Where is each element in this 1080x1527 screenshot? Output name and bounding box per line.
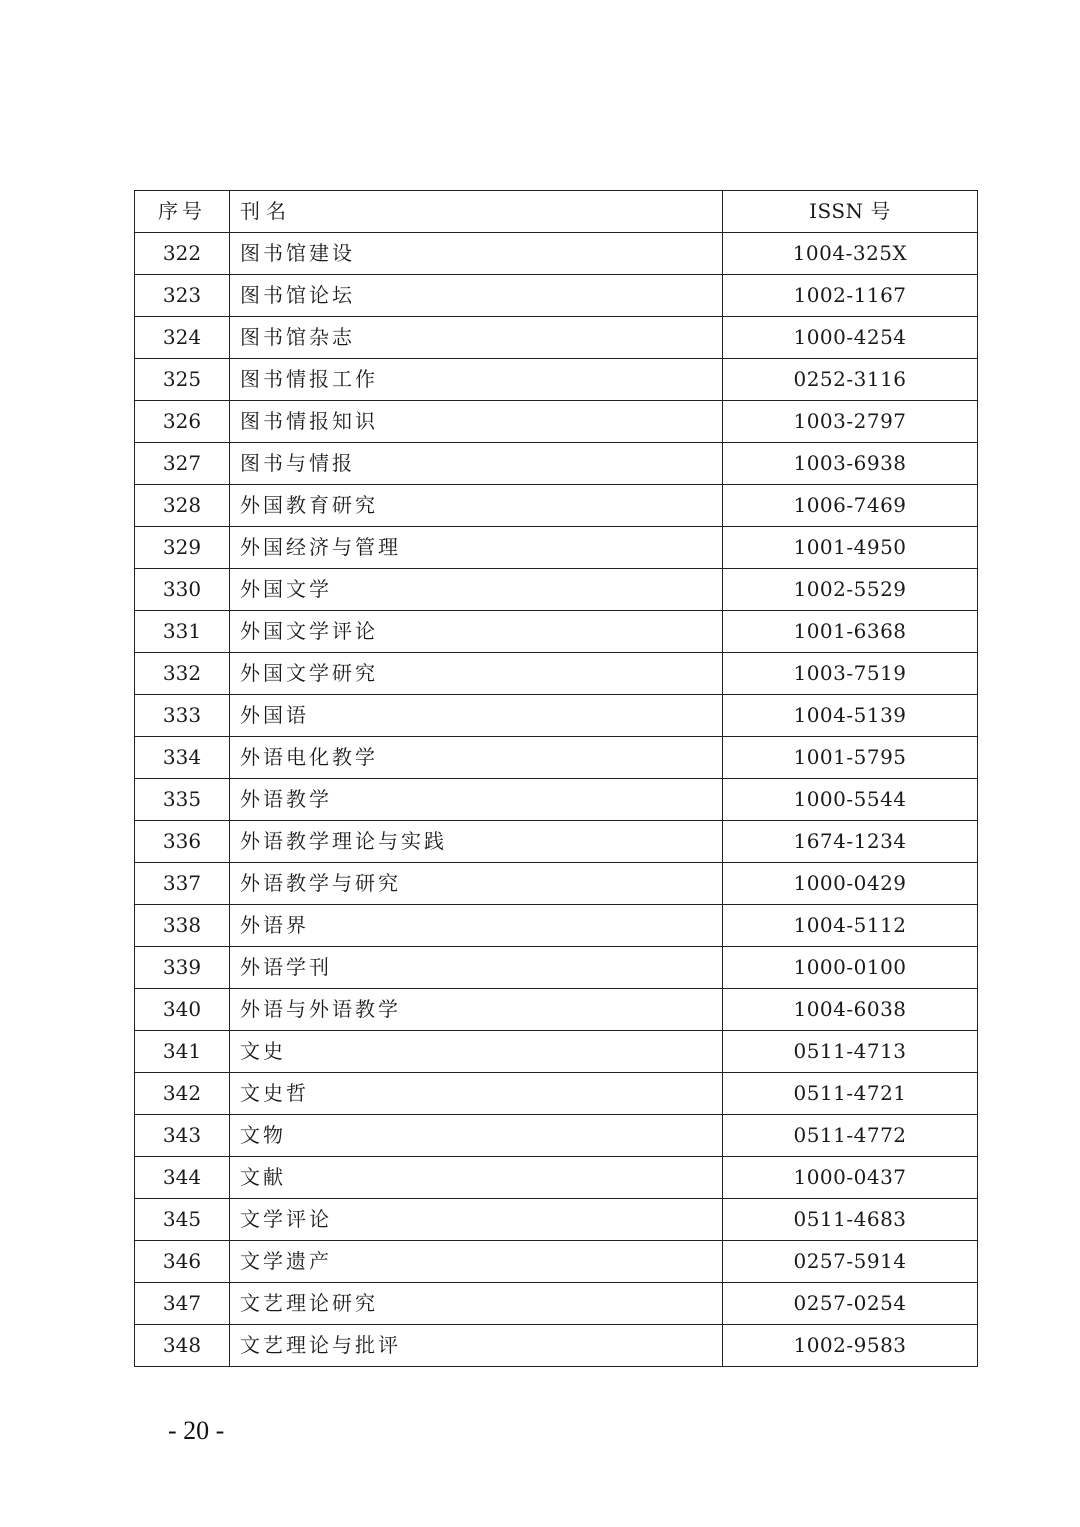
journal-name-cell: 文物 bbox=[230, 1115, 723, 1157]
issn-cell: 0257-5914 bbox=[723, 1241, 978, 1283]
seq-cell: 339 bbox=[135, 947, 230, 989]
seq-cell: 337 bbox=[135, 863, 230, 905]
issn-cell: 0511-4713 bbox=[723, 1031, 978, 1073]
journal-name-cell: 外语学刊 bbox=[230, 947, 723, 989]
table-row bbox=[135, 359, 978, 401]
seq-cell: 325 bbox=[135, 359, 230, 401]
issn-cell: 1000-0437 bbox=[723, 1157, 978, 1199]
issn-cell: 0257-0254 bbox=[723, 1283, 978, 1325]
issn-cell: 1002-5529 bbox=[723, 569, 978, 611]
journal-name-cell: 图书馆建设 bbox=[230, 233, 723, 275]
journal-name-cell: 文学评论 bbox=[230, 1199, 723, 1241]
journal-name-cell: 图书馆论坛 bbox=[230, 275, 723, 317]
seq-cell: 346 bbox=[135, 1241, 230, 1283]
journal-name-cell: 外语教学理论与实践 bbox=[230, 821, 723, 863]
issn-cell: 0252-3116 bbox=[723, 359, 978, 401]
table-header-row bbox=[135, 191, 978, 233]
seq-cell: 329 bbox=[135, 527, 230, 569]
journal-name-cell: 图书与情报 bbox=[230, 443, 723, 485]
table-row bbox=[135, 779, 978, 821]
table-row bbox=[135, 1283, 978, 1325]
table-row bbox=[135, 317, 978, 359]
seq-cell: 342 bbox=[135, 1073, 230, 1115]
page-number: - 20 - bbox=[168, 1416, 225, 1445]
seq-cell: 348 bbox=[135, 1325, 230, 1367]
table-row bbox=[135, 737, 978, 779]
seq-cell: 332 bbox=[135, 653, 230, 695]
table-row bbox=[135, 1325, 978, 1367]
header-issn: ISSN 号 bbox=[723, 191, 978, 233]
issn-cell: 0511-4721 bbox=[723, 1073, 978, 1115]
seq-cell: 345 bbox=[135, 1199, 230, 1241]
issn-cell: 1000-5544 bbox=[723, 779, 978, 821]
issn-cell: 1003-7519 bbox=[723, 653, 978, 695]
table-row bbox=[135, 1031, 978, 1073]
table-row bbox=[135, 1199, 978, 1241]
table-row bbox=[135, 653, 978, 695]
issn-cell: 1004-6038 bbox=[723, 989, 978, 1031]
journal-name-cell: 外语教学 bbox=[230, 779, 723, 821]
journal-name-cell: 外国文学研究 bbox=[230, 653, 723, 695]
table-row bbox=[135, 527, 978, 569]
issn-cell: 0511-4772 bbox=[723, 1115, 978, 1157]
issn-cell: 1001-4950 bbox=[723, 527, 978, 569]
table-row bbox=[135, 1241, 978, 1283]
table-row bbox=[135, 275, 978, 317]
issn-cell: 1000-4254 bbox=[723, 317, 978, 359]
journal-name-cell: 图书情报知识 bbox=[230, 401, 723, 443]
table-row bbox=[135, 1073, 978, 1115]
seq-cell: 344 bbox=[135, 1157, 230, 1199]
table-row bbox=[135, 233, 978, 275]
seq-cell: 324 bbox=[135, 317, 230, 359]
journal-name-cell: 外语教学与研究 bbox=[230, 863, 723, 905]
seq-cell: 330 bbox=[135, 569, 230, 611]
seq-cell: 343 bbox=[135, 1115, 230, 1157]
seq-cell: 323 bbox=[135, 275, 230, 317]
issn-cell: 1002-1167 bbox=[723, 275, 978, 317]
issn-cell: 1003-2797 bbox=[723, 401, 978, 443]
table-row bbox=[135, 443, 978, 485]
header-seq: 序号 bbox=[135, 191, 230, 233]
table-row bbox=[135, 905, 978, 947]
issn-cell: 1004-325X bbox=[723, 233, 978, 275]
issn-cell: 1004-5112 bbox=[723, 905, 978, 947]
table-row bbox=[135, 401, 978, 443]
issn-cell: 0511-4683 bbox=[723, 1199, 978, 1241]
journal-name-cell: 文史哲 bbox=[230, 1073, 723, 1115]
table-row bbox=[135, 485, 978, 527]
issn-cell: 1001-6368 bbox=[723, 611, 978, 653]
journal-name-cell: 文艺理论与批评 bbox=[230, 1325, 723, 1367]
issn-cell: 1001-5795 bbox=[723, 737, 978, 779]
journal-name-cell: 外国教育研究 bbox=[230, 485, 723, 527]
seq-cell: 335 bbox=[135, 779, 230, 821]
issn-cell: 1000-0429 bbox=[723, 863, 978, 905]
seq-cell: 328 bbox=[135, 485, 230, 527]
journal-name-cell: 外国语 bbox=[230, 695, 723, 737]
journal-name-cell: 文学遗产 bbox=[230, 1241, 723, 1283]
journal-name-cell: 文史 bbox=[230, 1031, 723, 1073]
table-row bbox=[135, 1115, 978, 1157]
table-row bbox=[135, 695, 978, 737]
issn-cell: 1006-7469 bbox=[723, 485, 978, 527]
journal-name-cell: 图书馆杂志 bbox=[230, 317, 723, 359]
table-row bbox=[135, 947, 978, 989]
issn-cell: 1674-1234 bbox=[723, 821, 978, 863]
table-row bbox=[135, 821, 978, 863]
journal-name-cell: 外语界 bbox=[230, 905, 723, 947]
table-row bbox=[135, 569, 978, 611]
journal-name-cell: 外语与外语教学 bbox=[230, 989, 723, 1031]
seq-cell: 338 bbox=[135, 905, 230, 947]
seq-cell: 340 bbox=[135, 989, 230, 1031]
seq-cell: 333 bbox=[135, 695, 230, 737]
seq-cell: 331 bbox=[135, 611, 230, 653]
seq-cell: 336 bbox=[135, 821, 230, 863]
seq-cell: 341 bbox=[135, 1031, 230, 1073]
journal-name-cell: 文献 bbox=[230, 1157, 723, 1199]
issn-cell: 1003-6938 bbox=[723, 443, 978, 485]
seq-cell: 322 bbox=[135, 233, 230, 275]
journal-table bbox=[134, 190, 978, 1367]
table-row bbox=[135, 989, 978, 1031]
issn-cell: 1004-5139 bbox=[723, 695, 978, 737]
journal-name-cell: 外国文学评论 bbox=[230, 611, 723, 653]
issn-cell: 1002-9583 bbox=[723, 1325, 978, 1367]
journal-name-cell: 外语电化教学 bbox=[230, 737, 723, 779]
table-row bbox=[135, 863, 978, 905]
table-row bbox=[135, 1157, 978, 1199]
seq-cell: 326 bbox=[135, 401, 230, 443]
table-body bbox=[135, 233, 978, 1367]
seq-cell: 347 bbox=[135, 1283, 230, 1325]
journal-name-cell: 图书情报工作 bbox=[230, 359, 723, 401]
journal-name-cell: 外国经济与管理 bbox=[230, 527, 723, 569]
seq-cell: 327 bbox=[135, 443, 230, 485]
table-row bbox=[135, 611, 978, 653]
seq-cell: 334 bbox=[135, 737, 230, 779]
header-name: 刊名 bbox=[230, 191, 723, 233]
issn-cell: 1000-0100 bbox=[723, 947, 978, 989]
journal-name-cell: 外国文学 bbox=[230, 569, 723, 611]
journal-name-cell: 文艺理论研究 bbox=[230, 1283, 723, 1325]
